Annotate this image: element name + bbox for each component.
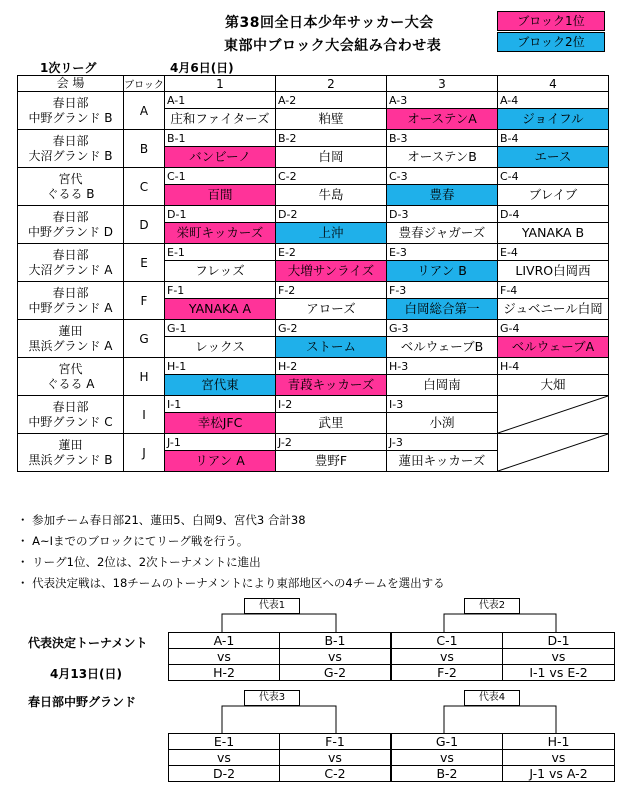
venue-ground: 大沼グランド A: [28, 262, 113, 277]
venue-city: 春日部: [52, 399, 89, 414]
slot-code: J-1: [165, 435, 275, 451]
block-letter: F: [124, 282, 165, 320]
slot-code: J-2: [276, 435, 386, 451]
slot-code: I-3: [387, 397, 497, 413]
match-slot: D-1: [503, 633, 615, 649]
match-slot: H-1: [503, 734, 615, 750]
block-letter: A: [124, 92, 165, 130]
header-block: ブロック: [124, 76, 165, 92]
team-name: リアン B: [387, 261, 497, 281]
team-name: ベルウェーブB: [400, 339, 484, 354]
team-name: 大畑: [540, 377, 566, 392]
slot-code: A-4: [498, 93, 608, 109]
venue-city: 春日部: [52, 247, 89, 262]
title-line1: 第38回全日本少年サッカー大会: [225, 15, 434, 31]
title-line2: 東部中ブロック大会組み合わせ表: [224, 38, 442, 54]
match-slot: H-2: [169, 665, 280, 681]
team-name: 蓮田キッカーズ: [398, 453, 486, 468]
team-name: 宮代東: [165, 375, 275, 395]
slot-code: A-3: [387, 93, 497, 109]
note-line: ・ 参加チーム春日部21、蓮田5、白岡9、宮代3 合計38: [17, 513, 306, 527]
slot-code: D-4: [498, 207, 608, 223]
venue-city: 宮代: [58, 361, 83, 376]
match-slot: I-1 vs E-2: [503, 665, 615, 681]
team-name: リアン A: [165, 451, 275, 471]
team-name: 豊野F: [314, 453, 348, 468]
match-vs: vs: [169, 649, 280, 665]
block-letter: E: [124, 244, 165, 282]
team-name: オーステンB: [407, 149, 477, 164]
team-name: 豊春ジャガーズ: [398, 225, 486, 240]
team-name: ジュベニール白岡: [503, 301, 603, 316]
match-vs: vs: [391, 649, 503, 665]
match-vs: vs: [280, 750, 392, 766]
slot-code: A-1: [165, 93, 275, 109]
slot-code: E-3: [387, 245, 497, 261]
block-letter: I: [124, 396, 165, 434]
team-name: バンビーノ: [165, 147, 275, 167]
match-slot: E-1: [169, 734, 280, 750]
slot-code: C-4: [498, 169, 608, 185]
bracket-label-rep1: 代表1: [244, 598, 300, 614]
team-name: レックス: [195, 339, 245, 354]
match-slot: J-1 vs A-2: [503, 766, 615, 782]
tournament-date: 4月13日(日): [50, 667, 123, 681]
slot-code: D-1: [165, 207, 275, 223]
team-name: 百間: [165, 185, 275, 205]
venue-ground: 大沼グランド B: [28, 148, 113, 163]
team-name: 牛島: [318, 187, 344, 202]
block-letter: B: [124, 130, 165, 168]
slot-code: C-3: [387, 169, 497, 185]
note-line: ・ 代表決定戦は、18チームのトーナメントにより東部地区への4チームを選出する: [17, 576, 445, 590]
team-name: ベルウェーブA: [498, 337, 608, 357]
team-name: フレッズ: [195, 263, 245, 278]
slot-code: E-4: [498, 245, 608, 261]
match-table-bottom: [168, 733, 615, 782]
slot-code: G-1: [165, 321, 275, 337]
match-slot: B-2: [391, 766, 503, 782]
venue-ground: 黒浜グランド B: [28, 452, 113, 467]
slot-code: B-3: [387, 131, 497, 147]
slot-code: A-2: [276, 93, 386, 109]
slot-code: D-2: [276, 207, 386, 223]
slot-code: E-2: [276, 245, 386, 261]
team-name: 青葮キッカーズ: [276, 375, 386, 395]
bracket-label-rep3: 代表3: [244, 690, 300, 706]
slot-code: B-2: [276, 131, 386, 147]
slot-code: G-4: [498, 321, 608, 337]
header-col-1: 1: [165, 76, 276, 92]
match-vs: vs: [169, 750, 280, 766]
match-vs: vs: [280, 649, 392, 665]
venue-city: 蓮田: [58, 437, 83, 452]
slot-code: H-1: [165, 359, 275, 375]
venue-ground: 中野グランド A: [28, 300, 113, 315]
match-slot: G-1: [391, 734, 503, 750]
slot-code: F-2: [276, 283, 386, 299]
match-slot: D-2: [169, 766, 280, 782]
team-name: 白岡: [318, 149, 344, 164]
venue-city: 春日部: [52, 285, 89, 300]
match-slot: A-1: [169, 633, 280, 649]
match-vs: vs: [391, 750, 503, 766]
venue-ground: 中野グランド D: [27, 224, 114, 239]
slot-code: I-2: [276, 397, 386, 413]
slot-code: G-2: [276, 321, 386, 337]
team-name: 栄町キッカーズ: [165, 223, 275, 243]
slot-code: I-1: [165, 397, 275, 413]
team-name: 幸松JFC: [165, 413, 275, 433]
venue-city: 春日部: [52, 133, 89, 148]
match-slot: F-2: [391, 665, 503, 681]
header-col-3: 3: [387, 76, 498, 92]
venue-ground: 中野グランド C: [28, 414, 113, 429]
team-name: LIVRO白岡西: [515, 263, 591, 278]
block-letter: H: [124, 358, 165, 396]
legend-first-place: ブロック1位: [497, 11, 605, 31]
date-label: 4月6日(日): [170, 61, 234, 75]
team-name: 庄和ファイターズ: [170, 111, 270, 126]
block-letter: J: [124, 434, 165, 472]
note-line: ・ リーグ1位、2位は、2次トーナメントに進出: [17, 555, 261, 569]
slot-code: E-1: [165, 245, 275, 261]
team-name: オーステンA: [387, 109, 497, 129]
venue-city: 春日部: [52, 209, 89, 224]
match-vs: vs: [503, 649, 615, 665]
slot-code: F-3: [387, 283, 497, 299]
team-name: アローズ: [306, 301, 356, 316]
slot-code: H-4: [498, 359, 608, 375]
team-name: 大増サンライズ: [276, 261, 386, 281]
match-vs: vs: [503, 750, 615, 766]
team-name: ジョイフル: [498, 109, 608, 129]
venue-city: 春日部: [52, 95, 89, 110]
tournament-title: 代表決定トーナメント: [28, 636, 148, 650]
slot-code: C-2: [276, 169, 386, 185]
team-name: 白岡総合第一: [387, 299, 497, 319]
legend-second-place: ブロック2位: [497, 32, 605, 52]
slot-code: J-3: [387, 435, 497, 451]
slot-code: F-1: [165, 283, 275, 299]
slot-code: G-3: [387, 321, 497, 337]
bracket-label-rep4: 代表4: [464, 690, 520, 706]
venue-ground: 黒浜グランド A: [28, 338, 113, 353]
team-name: 武里: [318, 415, 344, 430]
team-name: ストーム: [276, 337, 386, 357]
slot-code: B-4: [498, 131, 608, 147]
team-name: ブレイブ: [528, 187, 578, 202]
header-col-2: 2: [276, 76, 387, 92]
team-name: YANAKA B: [521, 225, 585, 240]
team-name: YANAKA A: [165, 299, 275, 319]
match-slot: F-1: [280, 734, 392, 750]
note-line: ・ A~Iまでのブロックにてリーグ戦を行う。: [17, 534, 249, 548]
match-slot: B-1: [280, 633, 392, 649]
block-letter: G: [124, 320, 165, 358]
venue-ground: ぐるる B: [46, 186, 95, 201]
match-slot: G-2: [280, 665, 392, 681]
header-venue: 会 場: [18, 76, 124, 92]
match-slot: C-2: [280, 766, 392, 782]
team-name: 白岡南: [423, 377, 461, 392]
header-col-4: 4: [498, 76, 609, 92]
bracket-label-rep2: 代表2: [464, 598, 520, 614]
team-name: エース: [498, 147, 608, 167]
slot-code: H-3: [387, 359, 497, 375]
team-name: 小渕: [429, 415, 455, 430]
block-letter: C: [124, 168, 165, 206]
league-label: 1次リーグ: [40, 61, 97, 75]
venue-ground: ぐるる A: [46, 376, 95, 391]
slot-code: C-1: [165, 169, 275, 185]
match-slot: C-1: [391, 633, 503, 649]
match-table-top: [168, 632, 615, 681]
slot-code: B-1: [165, 131, 275, 147]
tournament-venue: 春日部中野グランド: [28, 695, 137, 709]
team-name: 粕壁: [318, 111, 344, 126]
block-letter: D: [124, 206, 165, 244]
venue-city: 宮代: [58, 171, 83, 186]
slot-code: D-3: [387, 207, 497, 223]
team-name: 豊春: [387, 185, 497, 205]
venue-ground: 中野グランド B: [28, 110, 113, 125]
team-name: 上沖: [276, 223, 386, 243]
slot-code: F-4: [498, 283, 608, 299]
venue-city: 蓮田: [58, 323, 83, 338]
slot-code: H-2: [276, 359, 386, 375]
